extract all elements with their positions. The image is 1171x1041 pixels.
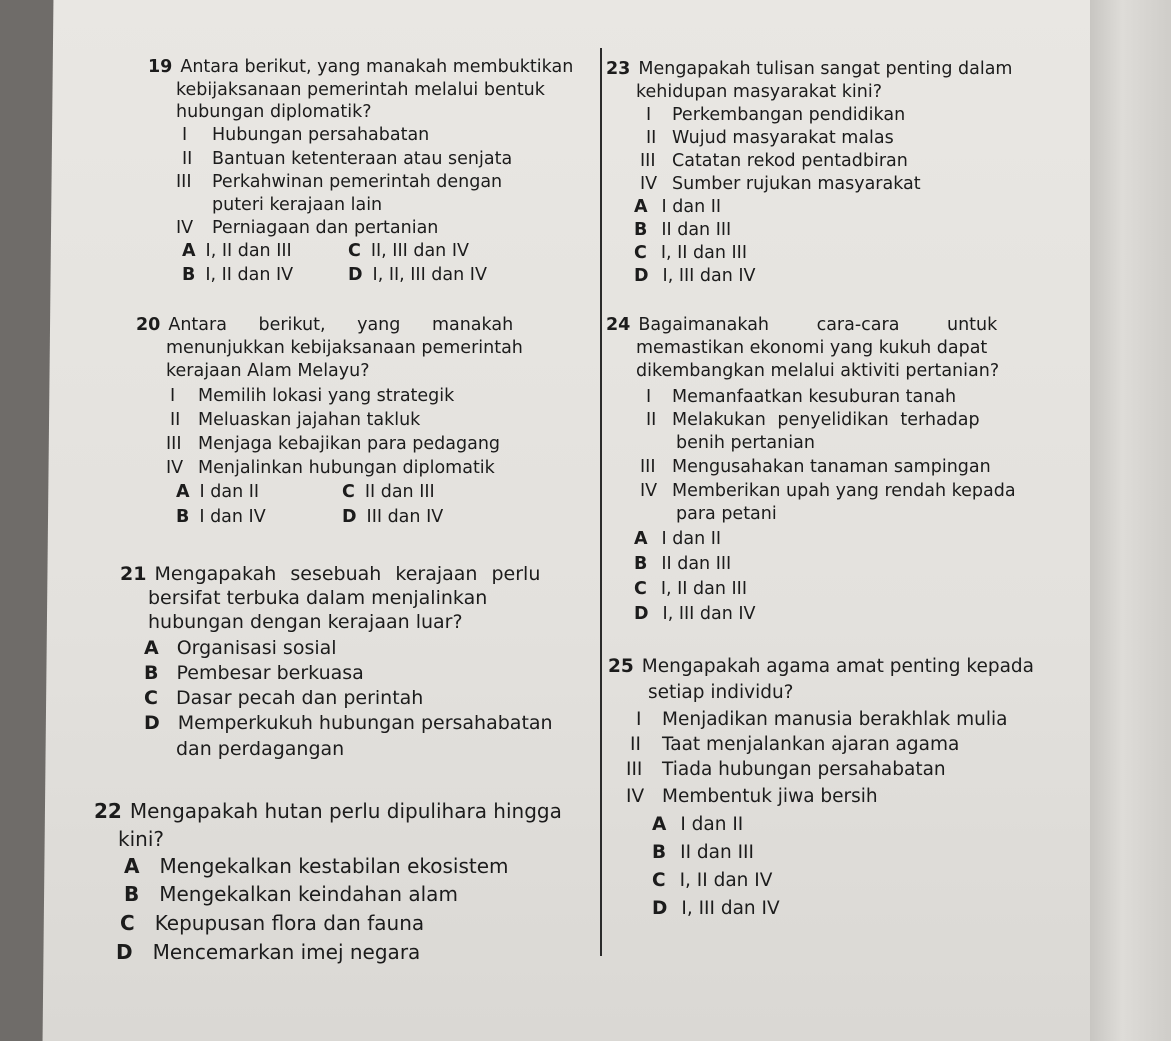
answer-option-a[interactable]: A Organisasi sosial <box>144 637 337 659</box>
answer-option-a[interactable]: A I dan II <box>176 482 260 502</box>
question-stem-line: menunjukkan kebijaksanaan pemerintah <box>166 338 523 358</box>
question-number: 25 <box>608 656 634 677</box>
answer-option-a[interactable]: A Mengekalkan kestabilan ekosistem <box>124 854 509 878</box>
answer-option-a[interactable]: A I dan II <box>652 814 744 835</box>
question-stem-line: 22 Mengapakah hutan perlu dipulihara hingga <box>94 799 562 823</box>
answer-option-c[interactable]: C II, III dan IV <box>348 241 469 261</box>
question-stem-line: 23 Mengapakah tulisan sangat penting dalam <box>606 59 1013 79</box>
question-stem-line: setiap individu? <box>648 682 794 703</box>
statement-item: I Perkembangan pendidikan <box>646 105 906 125</box>
question-number: 21 <box>120 563 147 585</box>
answer-option-a[interactable]: A I dan II <box>634 197 722 217</box>
answer-option-b[interactable]: B I dan IV <box>176 507 266 527</box>
answer-option-c[interactable]: C I, II dan III <box>634 579 747 599</box>
answer-option-a[interactable]: A I, II dan III <box>182 241 292 261</box>
question-stem-line: kini? <box>118 827 164 851</box>
statement-item: IV Membentuk jiwa bersih <box>626 786 878 807</box>
answer-option-c[interactable]: C I, II dan III <box>634 243 747 263</box>
answer-option-c[interactable]: C Kepupusan flora dan fauna <box>120 911 425 935</box>
statement-item-continued: puteri kerajaan lain <box>212 195 383 215</box>
statement-item-continued: para petani <box>676 504 777 524</box>
statement-item: IV Menjalinkan hubungan diplomatik <box>166 458 495 478</box>
answer-option-b[interactable]: B II dan III <box>634 554 732 574</box>
question-stem-line: kehidupan masyarakat kini? <box>636 82 883 102</box>
answer-option-d[interactable]: D III dan IV <box>342 507 444 527</box>
answer-option-b[interactable]: B I, II dan IV <box>182 265 294 285</box>
answer-option-d[interactable]: D I, II, III dan IV <box>348 265 487 285</box>
answer-option-c[interactable]: C Dasar pecah dan perintah <box>144 687 424 709</box>
answer-option-d[interactable]: D I, III dan IV <box>634 266 756 286</box>
statement-item: III Mengusahakan tanaman sampingan <box>640 457 991 477</box>
statement-item: IV Sumber rujukan masyarakat <box>640 174 921 194</box>
answer-option-b[interactable]: B II dan III <box>652 842 754 863</box>
question-stem-line: hubungan dengan kerajaan luar? <box>148 611 463 633</box>
answer-option-b[interactable]: B Mengekalkan keindahan alam <box>124 882 458 906</box>
statement-item: II Bantuan ketenteraan atau senjata <box>182 149 513 169</box>
answer-option-b[interactable]: B Pembesar berkuasa <box>144 662 364 684</box>
question-number: 19 <box>148 57 173 77</box>
answer-option-d[interactable]: D Memperkukuh hubungan persahabatan <box>144 712 553 734</box>
question-stem-line: hubungan diplomatik? <box>176 102 372 122</box>
statement-item: II Taat menjalankan ajaran agama <box>630 734 960 755</box>
answer-option-c[interactable]: C I, II dan IV <box>652 870 773 891</box>
question-number: 23 <box>606 59 631 79</box>
statement-item: IV Memberikan upah yang rendah kepada <box>640 481 1016 501</box>
question-stem-line: kerajaan Alam Melayu? <box>166 361 370 381</box>
statement-item: III Menjaga kebajikan para pedagang <box>166 434 501 454</box>
statement-item: II Meluaskan jajahan takluk <box>170 410 421 430</box>
statement-item: I Memanfaatkan kesuburan tanah <box>646 387 957 407</box>
statement-item: II Wujud masyarakat malas <box>646 128 894 148</box>
column-divider <box>600 48 602 956</box>
answer-option-c[interactable]: C II dan III <box>342 482 435 502</box>
question-number: 24 <box>606 315 631 335</box>
question-stem-line: 24 Bagaimanakah cara-cara untuk <box>606 315 998 335</box>
question-stem-line: bersifat terbuka dalam menjalinkan <box>148 587 488 609</box>
statement-item: I Memilih lokasi yang strategik <box>170 386 455 406</box>
statement-item: I Hubungan persahabatan <box>182 125 430 145</box>
question-number: 22 <box>94 799 122 823</box>
answer-option-a[interactable]: A I dan II <box>634 529 722 549</box>
statement-item: III Tiada hubungan persahabatan <box>626 759 946 780</box>
answer-option-d[interactable]: D I, III dan IV <box>652 898 780 919</box>
paper-edge <box>1090 0 1171 1041</box>
statement-item: IV Perniagaan dan pertanian <box>176 218 439 238</box>
answer-option-d[interactable]: D I, III dan IV <box>634 604 756 624</box>
statement-item-continued: benih pertanian <box>676 433 815 453</box>
question-stem-line: 19 Antara berikut, yang manakah membuktikan <box>148 57 574 77</box>
question-stem-line: memastikan ekonomi yang kukuh dapat <box>636 338 988 358</box>
question-stem-line: 21 Mengapakah sesebuah kerajaan perlu <box>120 563 541 585</box>
statement-item: I Menjadikan manusia berakhlak mulia <box>636 709 1008 730</box>
answer-option-b[interactable]: B II dan III <box>634 220 732 240</box>
statement-item: II Melakukan penyelidikan terhadap <box>646 410 980 430</box>
question-stem-line: kebijaksanaan pemerintah melalui bentuk <box>176 80 545 100</box>
question-number: 20 <box>136 315 161 335</box>
statement-item: III Perkahwinan pemerintah dengan <box>176 172 503 192</box>
question-stem-line: 20 Antara berikut, yang manakah <box>136 315 514 335</box>
question-stem-line: 25 Mengapakah agama amat penting kepada <box>608 656 1034 677</box>
statement-item: III Catatan rekod pentadbiran <box>640 151 908 171</box>
answer-option-d[interactable]: D Mencemarkan imej negara <box>116 940 421 964</box>
answer-option-continued: dan perdagangan <box>176 738 345 760</box>
question-stem-line: dikembangkan melalui aktiviti pertanian? <box>636 361 1000 381</box>
